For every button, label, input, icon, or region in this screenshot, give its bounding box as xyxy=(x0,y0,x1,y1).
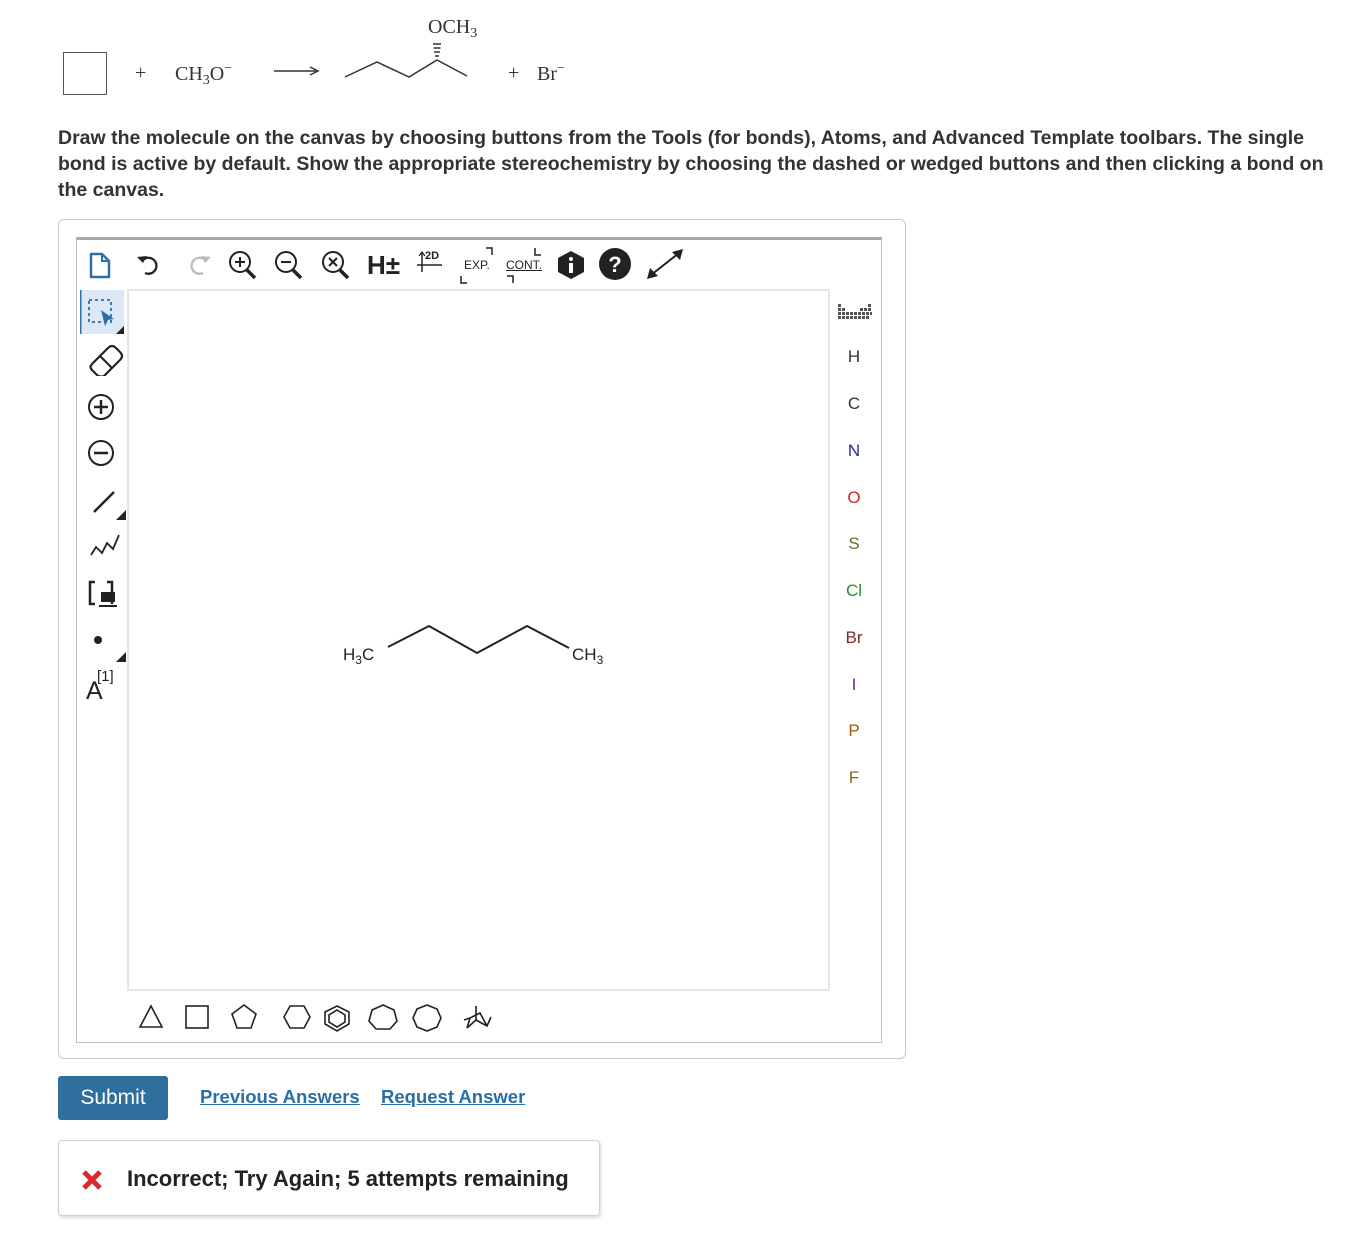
cyclopentane-template[interactable] xyxy=(232,1005,256,1028)
benzene-template[interactable] xyxy=(325,1006,349,1031)
reaction-arrow xyxy=(272,64,322,78)
atom-br-button[interactable]: Br xyxy=(845,628,863,647)
contract-label: CONT. xyxy=(506,258,542,272)
plus-sign-1: + xyxy=(135,62,147,84)
zoom-reset-icon[interactable] xyxy=(321,249,351,281)
right-methyl-sub: 3 xyxy=(596,653,604,667)
selection-lasso-icon xyxy=(80,290,124,334)
product-methoxy-group xyxy=(428,16,477,42)
reagent-sub: 3 xyxy=(202,73,210,88)
atom-c-button[interactable]: C xyxy=(847,394,861,413)
answer-box[interactable] xyxy=(63,52,107,95)
left-methyl-h: H xyxy=(343,645,356,664)
canvas-left-methyl xyxy=(343,645,374,667)
help-icon[interactable] xyxy=(598,247,632,281)
atom-cl-button[interactable]: Cl xyxy=(845,581,863,600)
instructions-text: Draw the molecule on the canvas by choosing buttons from the Tools (for bonds), Atoms, and Advanced Template toolbars. The single bond is active by default. Show the appropriate stereochemistry by choosing the dashed or wedged buttons and then clicking a bond on the canvas. xyxy=(58,127,1324,201)
right-methyl-ch: CH xyxy=(572,645,597,664)
feedback-box xyxy=(58,1140,600,1216)
reagent-methoxide xyxy=(175,61,232,89)
reagent-main: CH xyxy=(175,63,203,85)
periodic-table-icon[interactable] xyxy=(837,302,873,322)
atom-p-button[interactable]: P xyxy=(848,721,860,740)
redo-icon[interactable] xyxy=(186,252,212,278)
eraser-icon[interactable] xyxy=(86,342,126,376)
previous-answers-link[interactable]: Previous Answers xyxy=(200,1086,360,1107)
feedback-message: Incorrect; Try Again; 5 attempts remaining xyxy=(127,1166,569,1191)
product-skeleton xyxy=(340,40,480,82)
chain-tool-icon[interactable] xyxy=(88,531,124,561)
product-group-sub: 3 xyxy=(470,26,478,41)
cyclopropane-template[interactable] xyxy=(140,1006,162,1027)
expand-button[interactable] xyxy=(460,246,500,286)
clean-2d-button[interactable] xyxy=(416,250,446,280)
fullscreen-icon[interactable] xyxy=(645,248,685,280)
atom-o-button[interactable]: O xyxy=(847,488,861,507)
left-methyl-c: C xyxy=(361,645,375,664)
ring-templates xyxy=(130,998,510,1038)
clear-canvas-icon[interactable] xyxy=(87,252,113,280)
contract-button[interactable] xyxy=(505,246,545,286)
zoom-out-icon[interactable] xyxy=(274,249,304,281)
canvas-right-methyl xyxy=(572,645,603,667)
cycloheptane-template[interactable] xyxy=(369,1005,397,1029)
negative-charge-icon[interactable] xyxy=(87,439,115,467)
atom-map-index: [1] xyxy=(97,668,114,685)
plus-sign-2: + xyxy=(508,62,520,84)
template-tool-icon[interactable] xyxy=(87,578,123,608)
bromide-symbol: Br xyxy=(537,63,557,85)
x-icon xyxy=(81,1169,103,1191)
atom-i-button[interactable]: I xyxy=(851,675,857,694)
selection-tool-button[interactable] xyxy=(80,290,124,334)
atom-h-button[interactable]: H xyxy=(847,347,861,366)
atom-n-button[interactable]: N xyxy=(847,441,861,460)
zoom-in-icon[interactable] xyxy=(228,249,258,281)
reagent-tail: O xyxy=(209,63,225,85)
left-methyl-sub: 3 xyxy=(355,653,362,667)
undo-icon[interactable] xyxy=(136,252,162,278)
request-answer-link[interactable]: Request Answer xyxy=(381,1086,526,1107)
clean-2d-label: 2D xyxy=(425,250,440,262)
bromide-charge: − xyxy=(557,61,565,76)
svg-text:?: ? xyxy=(608,252,622,277)
canvas-molecule-bonds xyxy=(370,620,580,660)
bromide-ion xyxy=(537,61,565,86)
submit-button[interactable]: Submit xyxy=(58,1076,168,1120)
atom-f-button[interactable]: F xyxy=(848,768,860,787)
atom-map-button[interactable] xyxy=(86,668,126,708)
info-icon[interactable] xyxy=(556,250,586,280)
atom-map-letter: A xyxy=(86,677,103,705)
clean-2d-icon xyxy=(416,250,446,280)
atom-s-button[interactable]: S xyxy=(848,534,860,553)
hydrogen-toggle-button[interactable]: H± xyxy=(367,250,401,280)
expand-label: EXP. xyxy=(464,258,490,272)
radical-dot-icon[interactable] xyxy=(90,628,128,664)
positive-charge-icon[interactable] xyxy=(87,393,115,421)
reagent-charge: − xyxy=(224,61,233,76)
cyclobutane-template[interactable] xyxy=(186,1006,208,1028)
single-bond-icon[interactable] xyxy=(88,486,128,522)
product-group: OCH xyxy=(428,16,471,38)
cyclohexane-template[interactable] xyxy=(284,1006,310,1028)
bicyclic-template[interactable] xyxy=(464,1006,491,1028)
cyclooctane-template[interactable] xyxy=(413,1005,441,1031)
